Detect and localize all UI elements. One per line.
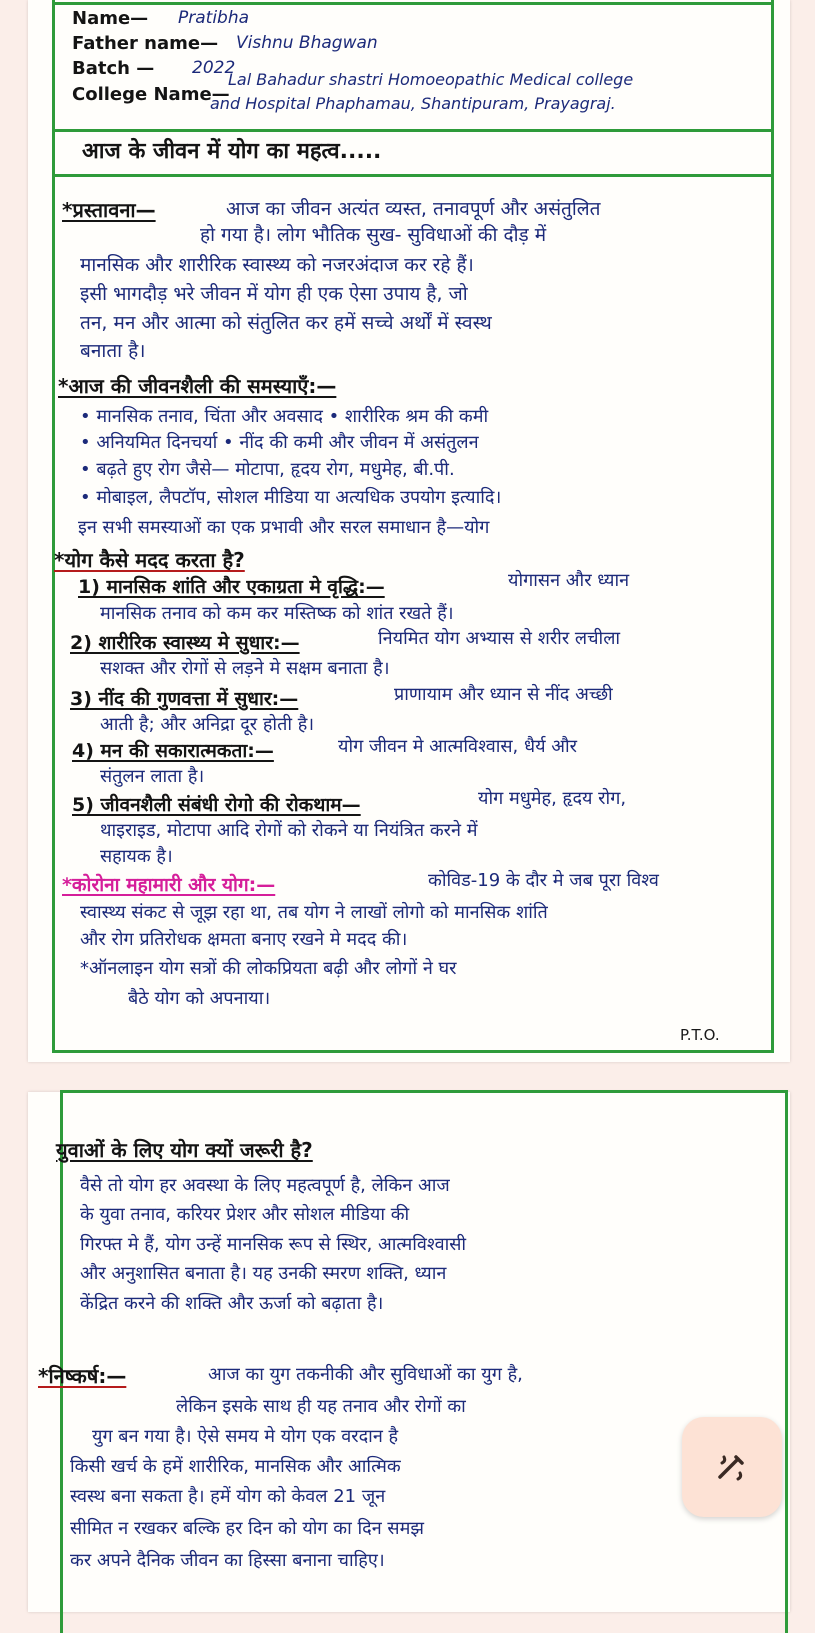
youth-heading: युवाओं के लिए योग क्यों जरूरी है? [56, 1138, 313, 1162]
benefit-cont: सशक्त और रोगों से लड़ने मे सक्षम बनाता है। [100, 658, 390, 679]
benefit-text: नियमित योग अभ्यास से शरीर लचीला [378, 628, 621, 649]
youth-line: और अनुशासित बनाता है। यह उनकी स्मरण शक्ति, ध्यान [80, 1263, 447, 1284]
how-heading: *योग कैसे मदद करता है? [54, 548, 245, 572]
benefit-cont: संतुलन लाता है। [100, 766, 205, 787]
problems-heading: *आज की जीवनशैली की समस्याएँ:— [58, 374, 337, 398]
edit-icon [712, 1447, 752, 1487]
intro-line: आज का जीवन अत्यंत व्यस्त, तनावपूर्ण और असंतुलित [226, 198, 601, 220]
father-value: Vishnu Bhagwan [236, 33, 378, 53]
college-line-1: Lal Bahadur shastri Homoeopathic Medical college [228, 70, 634, 89]
college-label: College Name— [72, 84, 230, 105]
conclusion-line: लेकिन इसके साथ ही यह तनाव और रोगों का [176, 1396, 466, 1417]
intro-line: तन, मन और आत्मा को संतुलित कर हमें सच्चे अर्थों में स्वस्थ [80, 312, 492, 334]
benefit-text: प्राणायाम और ध्यान से नींद अच्छी [394, 684, 613, 705]
conclusion-line: किसी खर्च के हमें शारीरिक, मानसिक और आत्मिक [70, 1456, 401, 1477]
problem-line: • बढ़ते हुए रोग जैसे— मोटापा, हृदय रोग, मधुमेह, बी.पी. [80, 459, 455, 480]
benefit-title: 4) मन की सकारात्मकता:— [72, 740, 274, 762]
benefit-cont: थाइराइड, मोटापा आदि रोगों को रोकने या नियंत्रित करने में [100, 820, 478, 841]
problem-line: • अनियमित दिनचर्या • नींद की कमी और जीवन में असंतुलन [80, 432, 479, 453]
conclusion-line: युग बन गया है। ऐसे समय मे योग एक वरदान है [92, 1426, 399, 1447]
youth-line: केंद्रित करने की शक्ति और ऊर्जा को बढ़ाता है। [80, 1293, 384, 1314]
pto-note: P.T.O. [680, 1026, 720, 1044]
benefit-text: योग मधुमेह, हृदय रोग, [478, 788, 627, 809]
benefit-cont: आती है; और अनिद्रा दूर होती है। [100, 714, 315, 735]
benefit-cont: सहायक है। [100, 846, 173, 867]
problem-line: • मानसिक तनाव, चिंता और अवसाद • शारीरिक श्रम की कमी [80, 406, 489, 427]
conclusion-first: आज का युग तकनीकी और सुविधाओं का युग है, [208, 1364, 523, 1385]
name-value: Pratibha [178, 8, 250, 28]
conclusion-line: सीमित न रखकर बल्कि हर दिन को योग का दिन समझ [70, 1518, 424, 1539]
benefit-title: 1) मानसिक शांति और एकाग्रता मे वृद्धि:— [78, 576, 385, 598]
benefit-title: 3) नींद की गुणवत्ता में सुधार:— [70, 688, 299, 710]
conclusion-line: स्वस्थ बना सकता है। हमें योग को केवल 21 जून [70, 1486, 386, 1507]
youth-line: गिरफ्त मे हैं, योग उन्हें मानसिक रूप से स्थिर, आत्मविश्वासी [80, 1234, 467, 1255]
college-line-2: and Hospital Phaphamau, Shantipuram, Prayagraj. [210, 94, 616, 113]
divider-header [52, 129, 774, 132]
divider-top [52, 2, 774, 5]
youth-line: के युवा तनाव, करियर प्रेशर और सोशल मीडिया की [80, 1204, 410, 1225]
batch-value: 2022 [192, 58, 236, 78]
covid-line: *ऑनलाइन योग सत्रों की लोकप्रियता बढ़ी और लोगों ने घर [80, 958, 457, 979]
intro-heading: *प्रस्तावना— [62, 198, 156, 222]
covid-line: बैठे योग को अपनाया। [128, 988, 271, 1009]
covid-line: और रोग प्रतिरोधक क्षमता बनाए रखने मे मदद की। [80, 929, 408, 950]
batch-label: Batch — [72, 58, 155, 79]
essay-title: आज के जीवन में योग का महत्व..... [82, 139, 382, 164]
problem-summary: इन सभी समस्याओं का एक प्रभावी और सरल समाधान है—योग [78, 517, 490, 538]
intro-line: इसी भागदौड़ भरे जीवन में योग ही एक ऐसा उपाय है, जो [80, 283, 468, 305]
benefit-cont: मानसिक तनाव को कम कर मस्तिष्क को शांत रखते हैं। [100, 603, 454, 624]
intro-line: हो गया है। लोग भौतिक सुख- सुविधाओं की दौड़ में [200, 224, 547, 246]
conclusion-line: कर अपने दैनिक जीवन का हिस्सा बनाना चाहिए। [70, 1550, 385, 1571]
benefit-title: 2) शारीरिक स्वास्थ्य मे सुधार:— [70, 632, 300, 654]
father-label: Father name— [72, 33, 219, 54]
problem-line: • मोबाइल, लैपटॉप, सोशल मीडिया या अत्यधिक उपयोग इत्यादि। [80, 487, 502, 508]
name-label: Name— [72, 8, 149, 29]
benefit-text: योगासन और ध्यान [508, 570, 630, 591]
covid-line: स्वास्थ्य संकट से जूझ रहा था, तब योग ने लाखों लोगो को मानसिक शांति [80, 902, 548, 923]
divider-title [52, 174, 774, 177]
covid-text: कोविड-19 के दौर मे जब पूरा विश्व [428, 870, 659, 891]
conclusion-heading: *निष्कर्ष:— [38, 1364, 127, 1388]
edit-fab-button[interactable] [682, 1417, 782, 1517]
benefit-text: योग जीवन मे आत्मविश्वास, धैर्य और [338, 736, 578, 757]
covid-heading: *कोरोना महामारी और योग:— [62, 874, 276, 896]
intro-line: मानसिक और शारीरिक स्वास्थ्य को नजरअंदाज कर रहे हैं। [80, 254, 474, 276]
benefit-title: 5) जीवनशैली संबंधी रोगो की रोकथाम— [72, 794, 361, 816]
intro-line: बनाता है। [80, 340, 146, 362]
youth-line: वैसे तो योग हर अवस्था के लिए महत्वपूर्ण है, लेकिन आज [80, 1175, 450, 1196]
